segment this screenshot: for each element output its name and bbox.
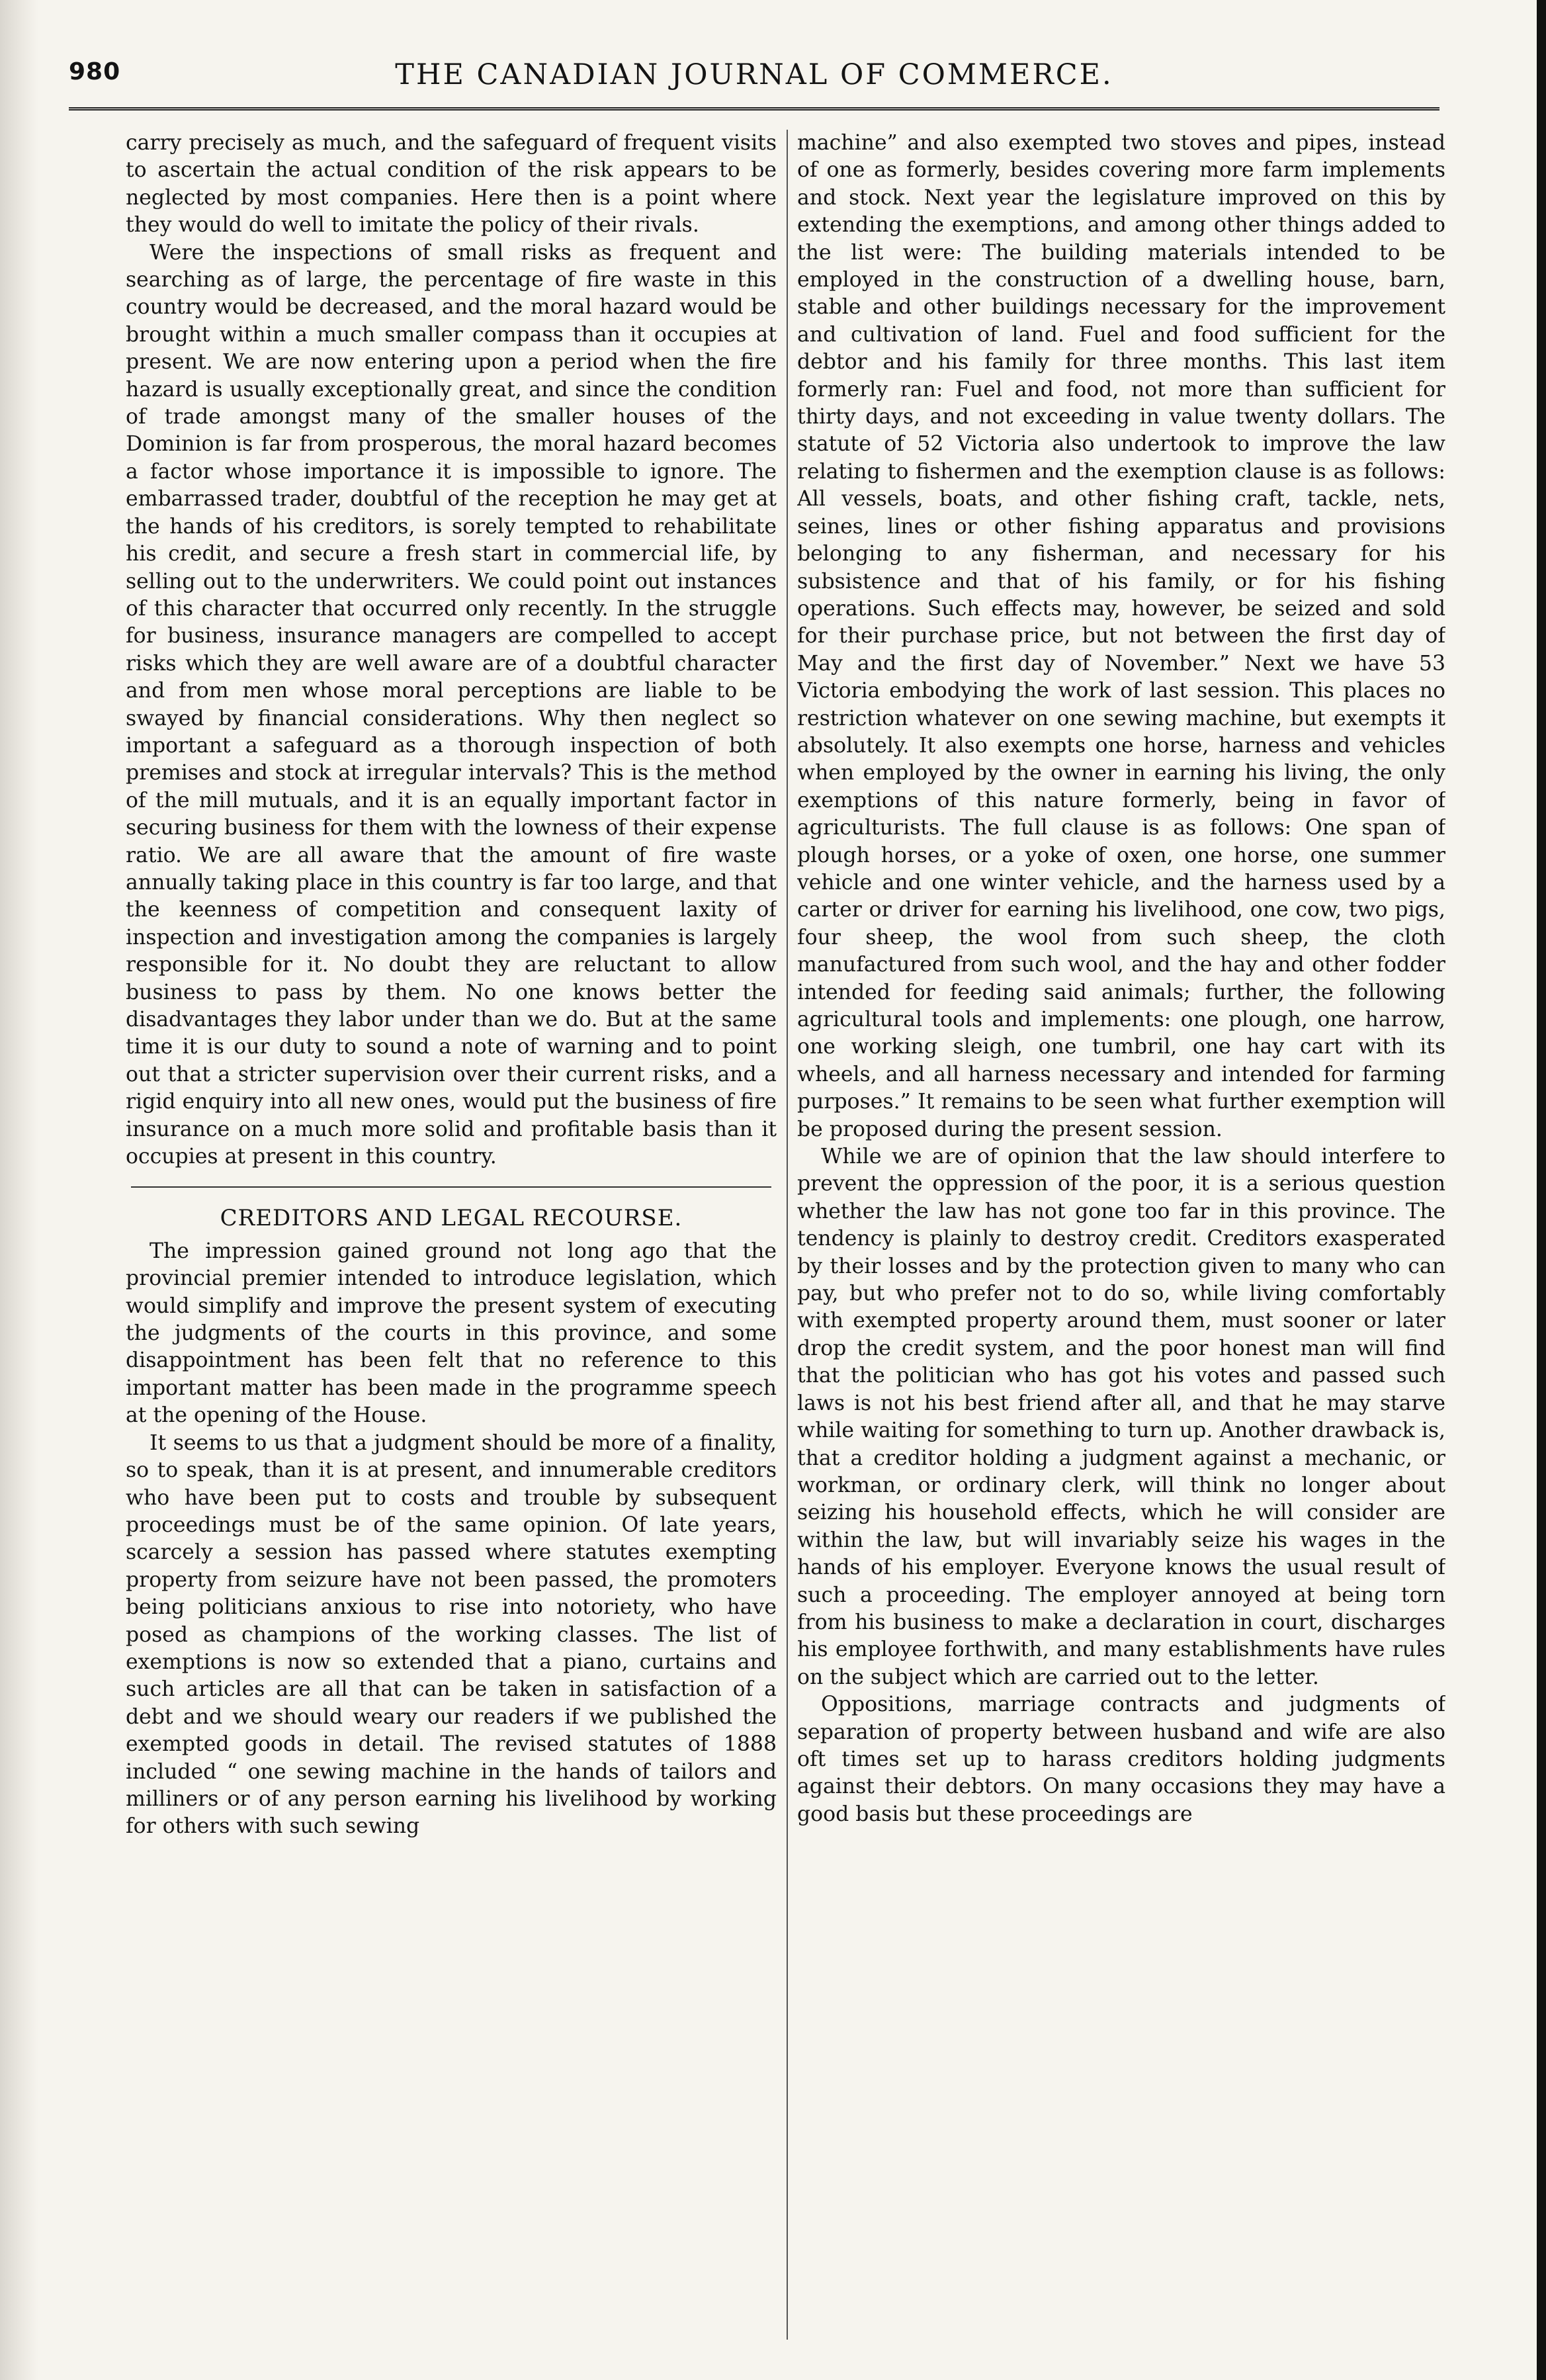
journal-title: THE CANADIAN JOURNAL OF COMMERCE. <box>395 58 1113 91</box>
column-divider <box>787 130 788 2340</box>
page-header <box>69 58 1439 101</box>
header-rule <box>69 107 1439 110</box>
section-heading: CREDITORS AND LEGAL RECOURSE. <box>220 1205 683 1232</box>
paragraph: Oppositions, marriage contracts and judgments of separation of property between husband and wife are also oft times set up to harass creditors holding judgments against their debtors. On many occasions they may have a good basis but these proceedings are <box>797 1693 1445 1826</box>
paragraph: Were the inspections of small risks as frequent and searching as of large, the percentage of fire waste in this country would be decreased, and the moral hazard would be brought within a much smaller compass than it occupies at present. We are now entering upon a period when the fire hazard is usually exceptionally great, and since the condition of trade amongst many of the smaller houses of the Dominion is far from prosperous, the moral hazard becomes a factor whose importance it is impossible to ignore. The embarrassed trader, doubtful of the reception he may get at the hands of his creditors, is sorely tempted to rehabilitate his credit, and secure a fresh start in commercial life, by selling out to the underwriters. We could point out instances of this character that occurred only recently. In the struggle for business, insurance managers are compelled to accept risks which they are well aware are of a doubtful character and from men whose moral perceptions are liable to be swayed by financial considerations. Why then neglect so important a safeguard as a thorough inspection of both premises and stock at irregular intervals? This is the method of the mill mutuals, and it is an equally important factor in securing business for them with the lowness of their expense ratio. We are all aware that the amount of fire waste annually taking place in this country is far too large, and that the keenness of competition and consequent laxity of inspection and investigation among the companies is largely responsible for it. No doubt they are reluctant to allow business to pass by them. No one knows better the disadvantages they labor under than we do. But at the same time it is our duty to sound a note of warning and to point out that a stricter supervision over their current risks, and a rigid enquiry into all new ones, would put the business of fire insurance on a much more solid and profitable basis than it occupies at present in this country. <box>126 240 777 1169</box>
section-divider <box>131 1186 771 1188</box>
left-column <box>126 130 777 2353</box>
page-number: 980 <box>69 58 121 85</box>
right-column <box>797 130 1445 2353</box>
paragraph: It seems to us that a judgment should be more of a finality, so to speak, than it is at present, and innumerable creditors who have been put to costs and trouble by subsequent proceedings must be of the same opinion. Of late years, scarcely a session has passed where statutes exempting property from seizure have not been passed, the promoters being politicians anxious to rise into notoriety, who have posed as champions of the working classes. The list of exemptions is now so extended that a piano, curtains and such articles are all that can be taken in satisfaction of a debt and we should weary our readers if we published the exempted goods in detail. The revised statutes of 1888 included “ one sewing machine in the hands of tailors and milliners or of any person earning his livelihood by working for others with such sewing <box>126 1431 777 1839</box>
paragraph: The impression gained ground not long ago that the provincial premier intended to introduce legislation, which would simplify and improve the present system of executing the judgments of the courts in this province, and some disappointment has been felt that no reference to this important matter has been made in the programme speech at the opening of the House. <box>126 1239 777 1428</box>
scan-border <box>1537 0 1546 2380</box>
paragraph: carry precisely as much, and the safeguard of frequent visits to ascertain the actual condition of the risk appears to be neglected by most companies. Here then is a point where they would do well to imitate the policy of their rivals. <box>126 131 777 238</box>
paragraph: machine” and also exempted two stoves and pipes, instead of one as formerly, besides covering more farm implements and stock. Next year the legislature improved on this by extending the exemptions, and among other things added to the list were: The building materials intended to be employed in the construction of a dwelling house, barn, stable and other buildings necessary for the improvement and cultivation of land. Fuel and food sufficient for the debtor and his family for three months. This last item formerly ran: Fuel and food, not more than sufficient for thirty days, and not exceeding in value twenty dollars. The statute of 52 Victoria also undertook to improve the law relating to fishermen and the exemption clause is as follows: All vessels, boats, and other fishing craft, tackle, nets, seines, lines or other fishing apparatus and provisions belonging to any fisherman, and necessary for his subsistence and that of his family, or for his fishing operations. Such effects may, however, be seized and sold for their purchase price, but not between the first day of May and the first day of November.” Next we have 53 Victoria embodying the work of last session. This places no restriction whatever on one sewing machine, but exempts it absolutely. It also exempts one horse, harness and vehicles when employed by the owner in earning his living, the only exemptions of this nature formerly, being in favor of agriculturists. The full clause is as follows: One span of plough horses, or a yoke of oxen, one horse, one summer vehicle and one winter vehicle, and the harness used by a carter or driver for earning his livelihood, one cow, two pigs, four sheep, the wool from such sheep, the cloth manufactured from such wool, and the hay and other fodder intended for feeding said animals; further, the following agricultural tools and implements: one plough, one harrow, one working sleigh, one tumbril, one hay cart with its wheels, and all harness necessary and intended for farming purposes.” It remains to be seen what further exemption will be proposed during the present session. <box>797 131 1445 1141</box>
paragraph: While we are of opinion that the law should interfere to prevent the oppression of the poor, it is a serious question whether the law has not gone too far in this province. The tendency is plainly to destroy credit. Creditors exasperated by their losses and by the protection given to many who can pay, but who prefer not to do so, while living comfortably with exempted property around them, must sooner or later drop the credit system, and the poor honest man will find that the politician who has got his votes and passed such laws is not his best friend after all, and that he may starve while waiting for something to turn up. Another drawback is, that a creditor holding a judgment against a mechanic, or workman, or ordinary clerk, will think no longer about seizing his household effects, which he will consider are within the law, but will invariably seize his wages in the hands of his employer. Everyone knows the usual result of such a proceeding. The employer annoyed at being torn from his business to make a declaration in court, discharges his employee forthwith, and many establishments have rules on the subject which are carried out to the letter. <box>797 1145 1445 1689</box>
page-edge-shadow <box>0 0 38 2380</box>
